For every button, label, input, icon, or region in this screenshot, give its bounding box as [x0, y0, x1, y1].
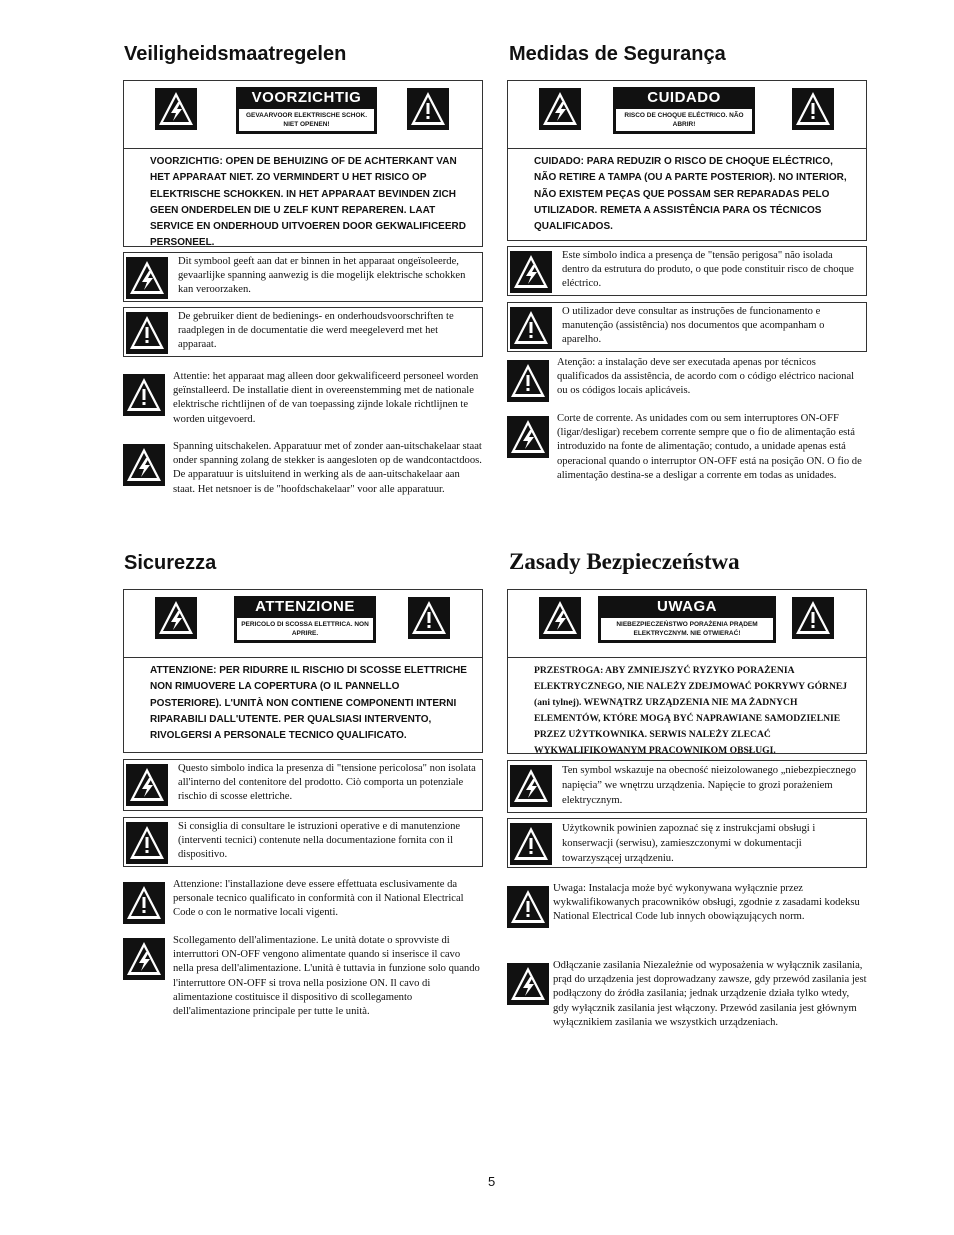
caution-text: VOORZICHTIG: OPEN DE BEHUIZING OF DE ACHTERKANT VAN HET APPARAAT NIET. ZO VERMINDERT U HET RISICO OP ELEKTRISCHE SCHOKKEN. IN HET APPARAAT BEVINDEN ZICH GEEN ONDERDELEN DIE U ZELF KUNT REPAREREN. LAAT SERVICE EN ONDERHOUD UITVOEREN DOOR GEKWALIFICEERD PERSONEEL.	[150, 156, 466, 249]
caution-header	[124, 590, 482, 658]
caution-badge	[598, 596, 776, 643]
paragraph-installation-it	[123, 878, 483, 928]
lightning-warning-icon	[126, 257, 168, 299]
notice-shock-pl	[507, 760, 867, 813]
caution-badge-title: UWAGA	[657, 598, 717, 615]
notice-shock-pt	[507, 246, 867, 296]
lightning-warning-icon	[510, 251, 552, 293]
paragraph-power-pl	[507, 959, 867, 1049]
lightning-warning-icon	[155, 88, 197, 130]
notice-shock-it	[123, 759, 483, 811]
lightning-warning-icon	[123, 938, 165, 980]
lightning-warning-icon	[507, 963, 549, 1005]
caution-text: PRZESTROGA: ABY ZMNIEJSZYĆ RYZYKO PORAŻENIA ELEKTRYCZNEGO, NIE NALEŻY ZDEJMOWAĆ POKRYWY GÓRNEJ (ani tylnej). WEWNĄTRZ URZĄDZENIA NIE MA ŻADNYCH ELEMENTÓW, KTÓRE MOGĄ BYĆ NAPRAWIANE SAMODZIELNIE PRZEZ UŻYTKOWNIKA. SERWIS NALEŻY ZLECAĆ WYKWALIFIKOWANYM PRACOWNIKOM OBSŁUGI.	[534, 665, 848, 756]
caution-box-it	[123, 589, 483, 753]
caution-badge	[234, 596, 376, 643]
section-title-pt: Medidas de Segurança	[509, 43, 726, 65]
exclamation-warning-icon	[792, 88, 834, 130]
section-title-it: Sicurezza	[124, 552, 217, 574]
caution-badge	[236, 87, 377, 134]
caution-header	[124, 81, 482, 149]
notice-text: Este símbolo indica a presença de "tensão perigosa" não isolada dentro da estrutura do produto, o que pode constituir risco de choque eléctrico.	[562, 250, 854, 290]
paragraph-text: Attentie: het apparaat mag alleen door gekwalificeerd personeel worden geïnstalleerd. De installatie dient in overeenstemming met de nationale elektrische richtlijnen of de van toepassing zijnde lokale richtlijnen te worden uitgevoerd.	[173, 371, 479, 425]
paragraph-installation-nl	[123, 370, 483, 430]
caution-text: ATTENZIONE: PER RIDURRE IL RISCHIO DI SCOSSE ELETTRICHE NON RIMUOVERE LA COPERTURA (O IL PANNELLO POSTERIORE). L'UNITÀ NON CONTIENE COMPONENTI INTERNI RIPARABILI DALL'UTENTE. PER QUALSIASI INTERVENTO, RIVOLGERSI A PERSONALE TECNICO QUALIFICATO.	[150, 665, 467, 742]
paragraph-power-pt	[507, 412, 867, 502]
paragraph-text: Uwaga: Instalacja może być wykonywana wyłącznie przez wykwalifikowanych pracowników obsługi, zgodnie z zasadami kodeksu National Electrical Code lub innych obowiązujących norm.	[553, 883, 860, 923]
paragraph-text: Atenção: a instalação deve ser executada apenas por técnicos qualificados da assistência, de acordo com o código eléctrico nacional ou os códigos locais aplicáveis.	[557, 357, 855, 397]
caution-badge-subtitle: PERICOLO DI SCOSSA ELETTRICA. NON APRIRE.	[237, 618, 373, 640]
notice-text: O utilizador deve consultar as instruções de funcionamento e manutenção (assistência) nos documentos que acompanham o aparelho.	[562, 306, 825, 346]
exclamation-warning-icon	[510, 307, 552, 349]
exclamation-warning-icon	[407, 88, 449, 130]
exclamation-warning-icon	[123, 374, 165, 416]
lightning-warning-icon	[539, 597, 581, 639]
exclamation-warning-icon	[123, 882, 165, 924]
notice-text: Użytkownik powinien zapoznać się z instrukcjami obsługi i konserwacji (serwisu), zamieszczonymi w dokumentacji towarzyszącej urządzeniu.	[562, 823, 816, 865]
paragraph-text: Attenzione: l'installazione deve essere effettuata esclusivamente da personale tecnico qualificato in conformità con il National Electrical Code o con le normative locali vigenti.	[173, 879, 464, 919]
lightning-warning-icon	[155, 597, 197, 639]
lightning-warning-icon	[126, 764, 168, 806]
caution-badge-subtitle: RISCO DE CHOQUE ELÉCTRICO. NÃO ABRIR!	[616, 109, 752, 131]
notice-text: Dit symbool geeft aan dat er binnen in het apparaat ongeïsoleerde, gevaarlijke spanning aanwezig is die mogelijk elektrische schokken kan veroorzaken.	[178, 256, 466, 296]
exclamation-warning-icon	[792, 597, 834, 639]
notice-shock-nl	[123, 252, 483, 302]
notice-text: Ten symbol wskazuje na obecność nieizolowanego „niebezpiecznego napięcia” we wnętrzu urządzenia. Napięcie to grozi porażeniem elektrycznym.	[562, 765, 857, 807]
caution-badge-title: CUIDADO	[647, 89, 721, 106]
page-number: 5	[488, 1174, 496, 1189]
exclamation-warning-icon	[126, 822, 168, 864]
notice-text: Si consiglia di consultare le istruzioni operative e di manutenzione (interventi tecnici) contenute nella documentazione fornita con il dispositivo.	[178, 821, 461, 861]
caution-badge-subtitle: GEVAARVOOR ELEKTRISCHE SCHOK. NIET OPENEN!	[239, 109, 374, 131]
paragraph-power-nl	[123, 440, 483, 520]
exclamation-warning-icon	[510, 823, 552, 865]
caution-box-nl	[123, 80, 483, 247]
exclamation-warning-icon	[507, 360, 549, 402]
paragraph-installation-pt	[507, 356, 867, 406]
section-title-pl: Zasady Bezpieczeństwa	[509, 549, 740, 574]
notice-text: De gebruiker dient de bedienings- en onderhoudsvoorschriften te raadplegen in de documentatie die werd meegeleverd met het apparaat.	[178, 311, 454, 351]
notice-text: Questo simbolo indica la presenza di "tensione pericolosa" non isolata all'interno del contenitore del prodotto. Ciò comporta un potenziale rischio di scosse elettriche.	[178, 763, 476, 803]
lightning-warning-icon	[510, 765, 552, 807]
exclamation-warning-icon	[126, 312, 168, 354]
notice-manual-pt	[507, 302, 867, 352]
caution-badge-title: ATTENZIONE	[255, 598, 355, 615]
section-title-nl: Veiligheidsmaatregelen	[124, 43, 347, 65]
lightning-warning-icon	[539, 88, 581, 130]
notice-manual-pl	[507, 818, 867, 868]
exclamation-warning-icon	[507, 886, 549, 928]
lightning-warning-icon	[507, 416, 549, 458]
caution-text: CUIDADO: PARA REDUZIR O RISCO DE CHOQUE ELÉCTRICO, NÃO RETIRE A TAMPA (OU A PARTE POSTERIOR). NO INTERIOR, NÃO EXISTEM PEÇAS QUE POSSAM SER REPARADAS PELO UTILIZADOR. REMETA A ASSISTÊNCIA PARA OS TÉCNICOS QUALIFICADOS.	[534, 156, 847, 233]
caution-badge-subtitle: NIEBEZPIECZEŃSTWO PORAŻENIA PRĄDEM ELEKTRYCZNYM. NIE OTWIERAĆ!	[601, 618, 773, 640]
paragraph-text: Corte de corrente. As unidades com ou sem interruptores ON-OFF (ligar/desligar) recebem corrente sempre que o fio de alimentação está introduzido na fonte de alimentação; contudo, a unidade apenas está operacional quando o interruptor ON-OFF está na posição ON. O fio de alimentação destina-se a desligar a corrente em todas as unidades.	[557, 413, 862, 481]
notice-manual-nl	[123, 307, 483, 357]
caution-badge	[613, 87, 755, 134]
paragraph-power-it	[123, 934, 483, 1024]
caution-header	[508, 590, 866, 658]
caution-box-pt	[507, 80, 867, 241]
paragraph-text: Odłączanie zasilania Niezależnie od wyposażenia w wyłącznik zasilania, prąd do urządzenia jest doprowadzany zawsze, gdy przewód zasilania jest podłączony do źródła zasilania; jednak urządzenie działa tylko wtedy, gdy wyłącznik zasilania jest włączony. Przewód zasilania jest głównym wyłącznikiem zasilania we wszystkich urządzeniach.	[553, 960, 867, 1028]
caution-header	[508, 81, 866, 149]
exclamation-warning-icon	[408, 597, 450, 639]
caution-badge-title: VOORZICHTIG	[251, 89, 362, 106]
paragraph-text: Scollegamento dell'alimentazione. Le unità dotate o sprovviste di interruttori ON-OFF vengono alimentate quando si inserisce il cavo nella presa dell'alimentazione. L'unità è tuttavia in funzione solo quando l'interruttore ON-OFF si trova nella posizione ON. Il cavo di alimentazione costituisce il dispositivo di scollegamento dell'alimentazione principale per tutte le unità.	[173, 935, 480, 1018]
paragraph-text: Spanning uitschakelen. Apparatuur met of zonder aan-uitschakelaar staat onder spanning zolang de stekker is aangesloten op de wandcontactdoos. De apparatuur is uitsluitend in werking als de aan-uitschakelaar aan staat. Het netsnoer is de "hoofdschakelaar" voor alle apparatuur.	[173, 441, 482, 495]
notice-manual-it	[123, 817, 483, 867]
caution-box-pl	[507, 589, 867, 754]
lightning-warning-icon	[123, 444, 165, 486]
paragraph-installation-pl	[507, 882, 867, 942]
